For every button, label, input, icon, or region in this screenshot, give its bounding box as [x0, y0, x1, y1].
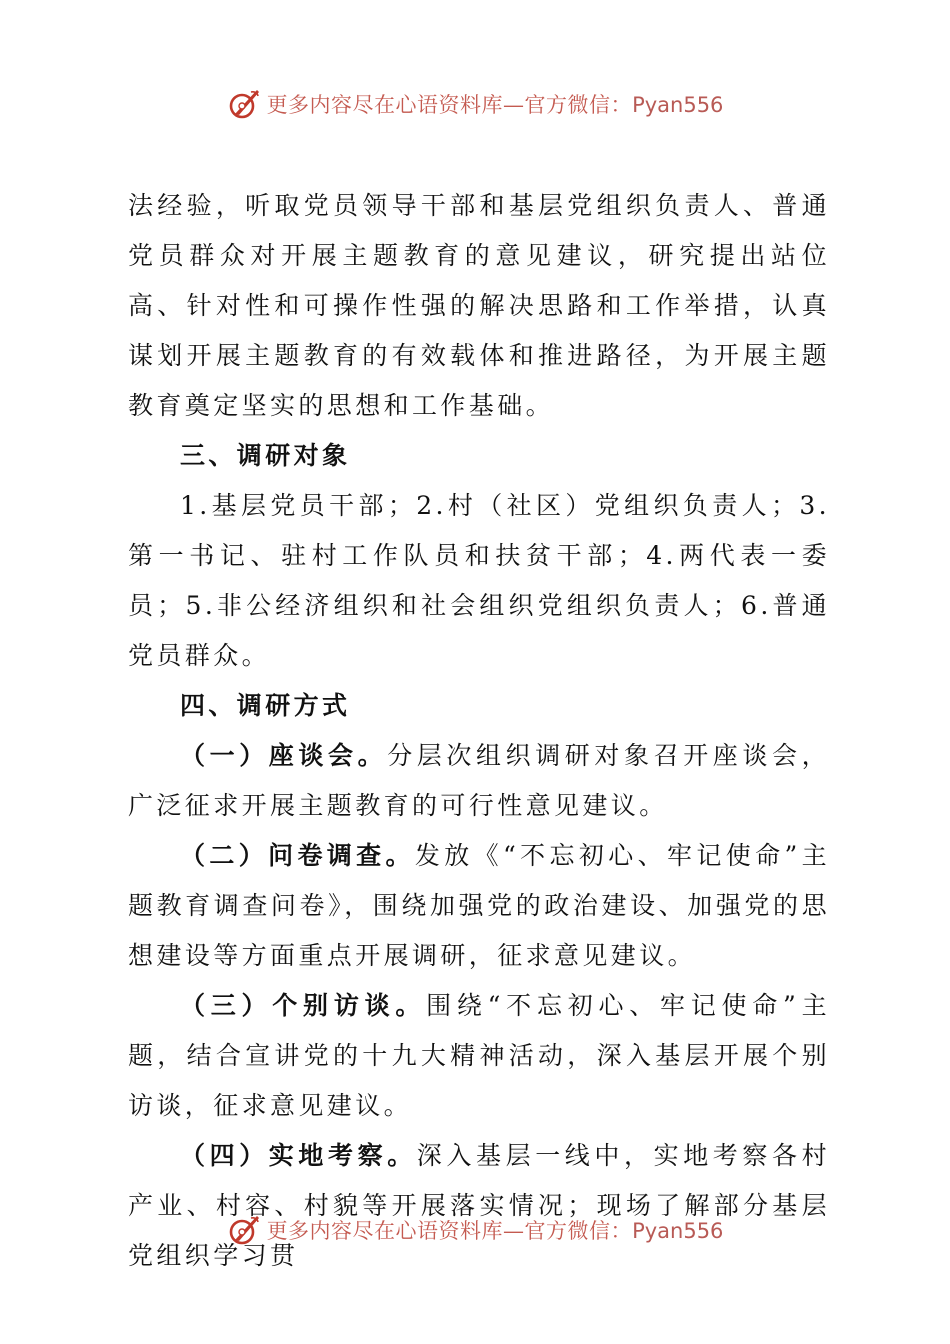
watermark-main-text: 更多内容尽在心语资料库—官方微信： [266, 93, 633, 117]
watermark-wechat-id: Pyan556 [632, 93, 724, 117]
paragraph-continued: 法经验，听取党员领导干部和基层党组织负责人、普通党员群众对开展主题教育的意见建议，研究提出站位高、针对性和可操作性强的解决思路和工作举措，认真谋划开展主题教育的有效载体和推进路径，为开展主题教育奠定坚实的思想和工作基础。 [128, 191, 830, 420]
method-text-questionnaire: 发放《“不忘初心、牢记使命”主题教育调查问卷》，围绕加强党的政治建设、加强党的思想建设等方面重点开展调研，征求意见建议。 [128, 841, 830, 970]
paragraph-method-interview [128, 981, 830, 1131]
quill-pen-logo-icon [227, 1213, 261, 1247]
quill-pen-logo-icon [227, 87, 261, 121]
method-text-symposium: 分层次组织调研对象召开座谈会，广泛征求开展主题教育的可行性意见建议。 [128, 741, 830, 820]
paragraph-method-questionnaire [128, 831, 830, 981]
paragraph-research-targets: 1.基层党员干部；2.村（社区）党组织负责人；3.第一书记、驻村工作队员和扶贫干部；4.两代表一委员；5.非公经济组织和社会组织党组织负责人；6.普通党员群众。 [128, 491, 830, 670]
document-body [128, 181, 830, 1281]
method-text-field-visit: 深入基层一线中，实地考察各村产业、村容、村貌等开展落实情况；现场了解部分基层党组织学习贯 [128, 1141, 830, 1270]
watermark-group [227, 87, 724, 121]
watermark-wechat-id: Pyan556 [632, 1219, 724, 1243]
method-lead-field-visit: （四）实地考察。 [180, 1141, 417, 1170]
footer-watermark [0, 1210, 950, 1250]
watermark-main-text: 更多内容尽在心语资料库—官方微信： [266, 1219, 633, 1243]
method-lead-symposium: （一）座谈会。 [180, 741, 388, 770]
section-heading-research-targets: 三、调研对象 [180, 441, 351, 470]
paragraph-method-field-visit [128, 1131, 830, 1281]
method-lead-interview: （三）个别访谈。 [180, 991, 427, 1020]
paragraph-method-symposium [128, 731, 830, 831]
method-text-interview: 围绕“不忘初心、牢记使命”主题，结合宣讲党的十九大精神活动，深入基层开展个别访谈，征求意见建议。 [128, 991, 830, 1120]
section-heading-research-methods: 四、调研方式 [180, 691, 351, 720]
watermark-text [267, 89, 724, 119]
watermark-text [267, 1215, 724, 1245]
method-lead-questionnaire: （二）问卷调查。 [180, 841, 415, 870]
watermark-group [227, 1213, 724, 1247]
header-watermark [0, 84, 950, 124]
